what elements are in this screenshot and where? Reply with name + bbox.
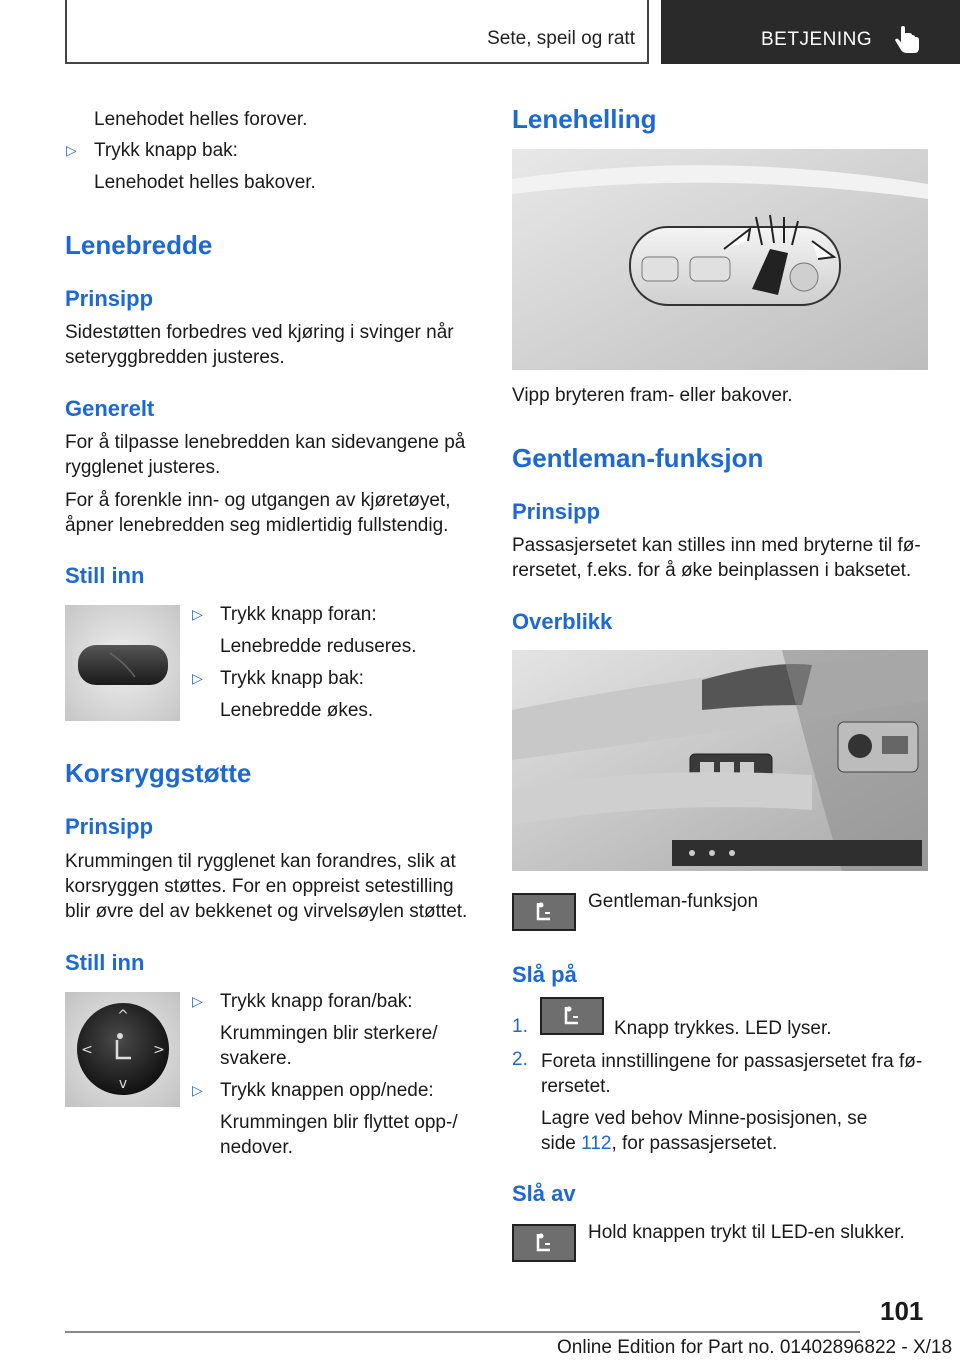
paragraph: Lenebredde økes.: [220, 700, 374, 721]
paragraph: Krummingen blir flyttet opp-/: [220, 1112, 458, 1133]
subheading-still-inn: Still inn: [65, 563, 145, 588]
step-text: rersetet.: [541, 1076, 611, 1097]
header-section-title: Sete, speil og ratt: [487, 28, 635, 49]
bullet-triangle-icon: ▷: [192, 606, 203, 622]
heading-korsryggstotte: Korsryggstøtte: [65, 758, 252, 788]
bullet-text: Trykk knapp foran:: [220, 604, 377, 625]
bullet-triangle-icon: ▷: [192, 1082, 203, 1098]
paragraph: rersetet, f.eks. for å øke beinplassen i baksetet.: [512, 560, 912, 581]
paragraph: Krummingen til rygglenet kan forandres, slik at: [65, 851, 456, 872]
heading-lenebredde: Lenebredde: [65, 230, 213, 260]
bullet-triangle-icon: ▷: [192, 670, 203, 686]
paragraph: seteryggbredden justeres.: [65, 347, 285, 368]
subheading-overblikk: Overblikk: [512, 609, 613, 634]
paragraph: nedover.: [220, 1137, 293, 1158]
gentleman-seat-icon: [512, 1224, 576, 1262]
bullet-text: Trykk knapp bak:: [220, 668, 364, 689]
gentleman-seat-icon: [512, 893, 576, 931]
heading-gentleman-funksjon: Gentleman-funksjon: [512, 443, 764, 473]
image-caption: Vipp bryteren fram- eller bakover.: [512, 385, 793, 406]
svg-text:v: v: [118, 1076, 128, 1092]
bullet-text: Trykk knappen opp/nede:: [220, 1080, 434, 1101]
lenebredde-button-image: [65, 605, 180, 721]
step-text: Knapp trykkes. LED lyser.: [614, 1018, 832, 1039]
paragraph: Passasjersetet kan stilles inn med bryterne til fø‐: [512, 535, 921, 556]
paragraph: Lenehodet helles forover.: [94, 109, 308, 130]
svg-text:<: <: [81, 1042, 93, 1058]
paragraph: Hold knappen trykt til LED-en slukker.: [588, 1222, 905, 1243]
step-text-suffix: , for passasjersetet.: [611, 1133, 778, 1154]
subheading-prinsipp: Prinsipp: [65, 814, 154, 839]
step-text: Lagre ved behov Minne-posisjonen, se: [541, 1108, 868, 1129]
subheading-prinsipp: Prinsipp: [65, 286, 154, 311]
korsrygg-control-image: [65, 992, 180, 1107]
paragraph: blir øvre del av bekkenet og virvelsøylen støttet.: [65, 901, 468, 922]
edition-note: Online Edition for Part no. 01402896822 - X/18: [557, 1337, 953, 1358]
paragraph: rygglenet justeres.: [65, 457, 221, 478]
seat-controls-image: [512, 149, 928, 370]
paragraph: Sidestøtten forbedres ved kjøring i svinger når: [65, 322, 454, 343]
paragraph: korsryggen støttes. For en oppreist setestilling: [65, 876, 454, 897]
bullet-triangle-icon: ▷: [192, 993, 203, 1009]
gentleman-seat-icon: [540, 997, 604, 1035]
paragraph: åpner lenebredden seg midlertidig fullstendig.: [65, 515, 449, 536]
step-number: 1.: [512, 1016, 528, 1037]
footer-divider: [65, 1331, 860, 1333]
subheading-generelt: Generelt: [65, 396, 155, 421]
subheading-sla-av: Slå av: [512, 1181, 576, 1206]
svg-text:^: ^: [117, 1008, 129, 1024]
bullet-triangle-icon: ▷: [66, 142, 77, 158]
paragraph: Krummingen blir sterkere/: [220, 1023, 438, 1044]
paragraph: Lenehodet helles bakover.: [94, 172, 316, 193]
paragraph: For å forenkle inn- og utgangen av kjøretøyet,: [65, 490, 451, 511]
subheading-sla-pa: Slå på: [512, 962, 577, 987]
door-panel-image: [512, 650, 928, 871]
hand-pointer-icon: [895, 26, 921, 54]
heading-lenehelling: Lenehelling: [512, 104, 657, 134]
step-number: 2.: [512, 1049, 528, 1070]
step-text: Foreta innstillingene for passasjersetet fra fø‐: [541, 1051, 923, 1072]
header-chapter-tab: [661, 0, 960, 64]
header-chapter-title: BETJENING: [761, 29, 873, 50]
page-link[interactable]: 112: [581, 1133, 612, 1154]
paragraph: svakere.: [220, 1048, 292, 1069]
paragraph: Lenebredde reduseres.: [220, 636, 417, 657]
subheading-still-inn: Still inn: [65, 950, 145, 975]
bullet-text: Trykk knapp foran/bak:: [220, 991, 413, 1012]
header-section-box: [65, 0, 649, 64]
svg-text:>: >: [153, 1042, 165, 1058]
bullet-text: Trykk knapp bak:: [94, 140, 238, 161]
paragraph: For å tilpasse lenebredden kan sidevangene på: [65, 432, 466, 453]
subheading-prinsipp: Prinsipp: [512, 499, 601, 524]
step-text: [541, 1131, 777, 1156]
page-number: 101: [880, 1296, 924, 1326]
step-text-prefix: side: [541, 1133, 582, 1154]
icon-label: Gentleman-funksjon: [588, 891, 759, 912]
